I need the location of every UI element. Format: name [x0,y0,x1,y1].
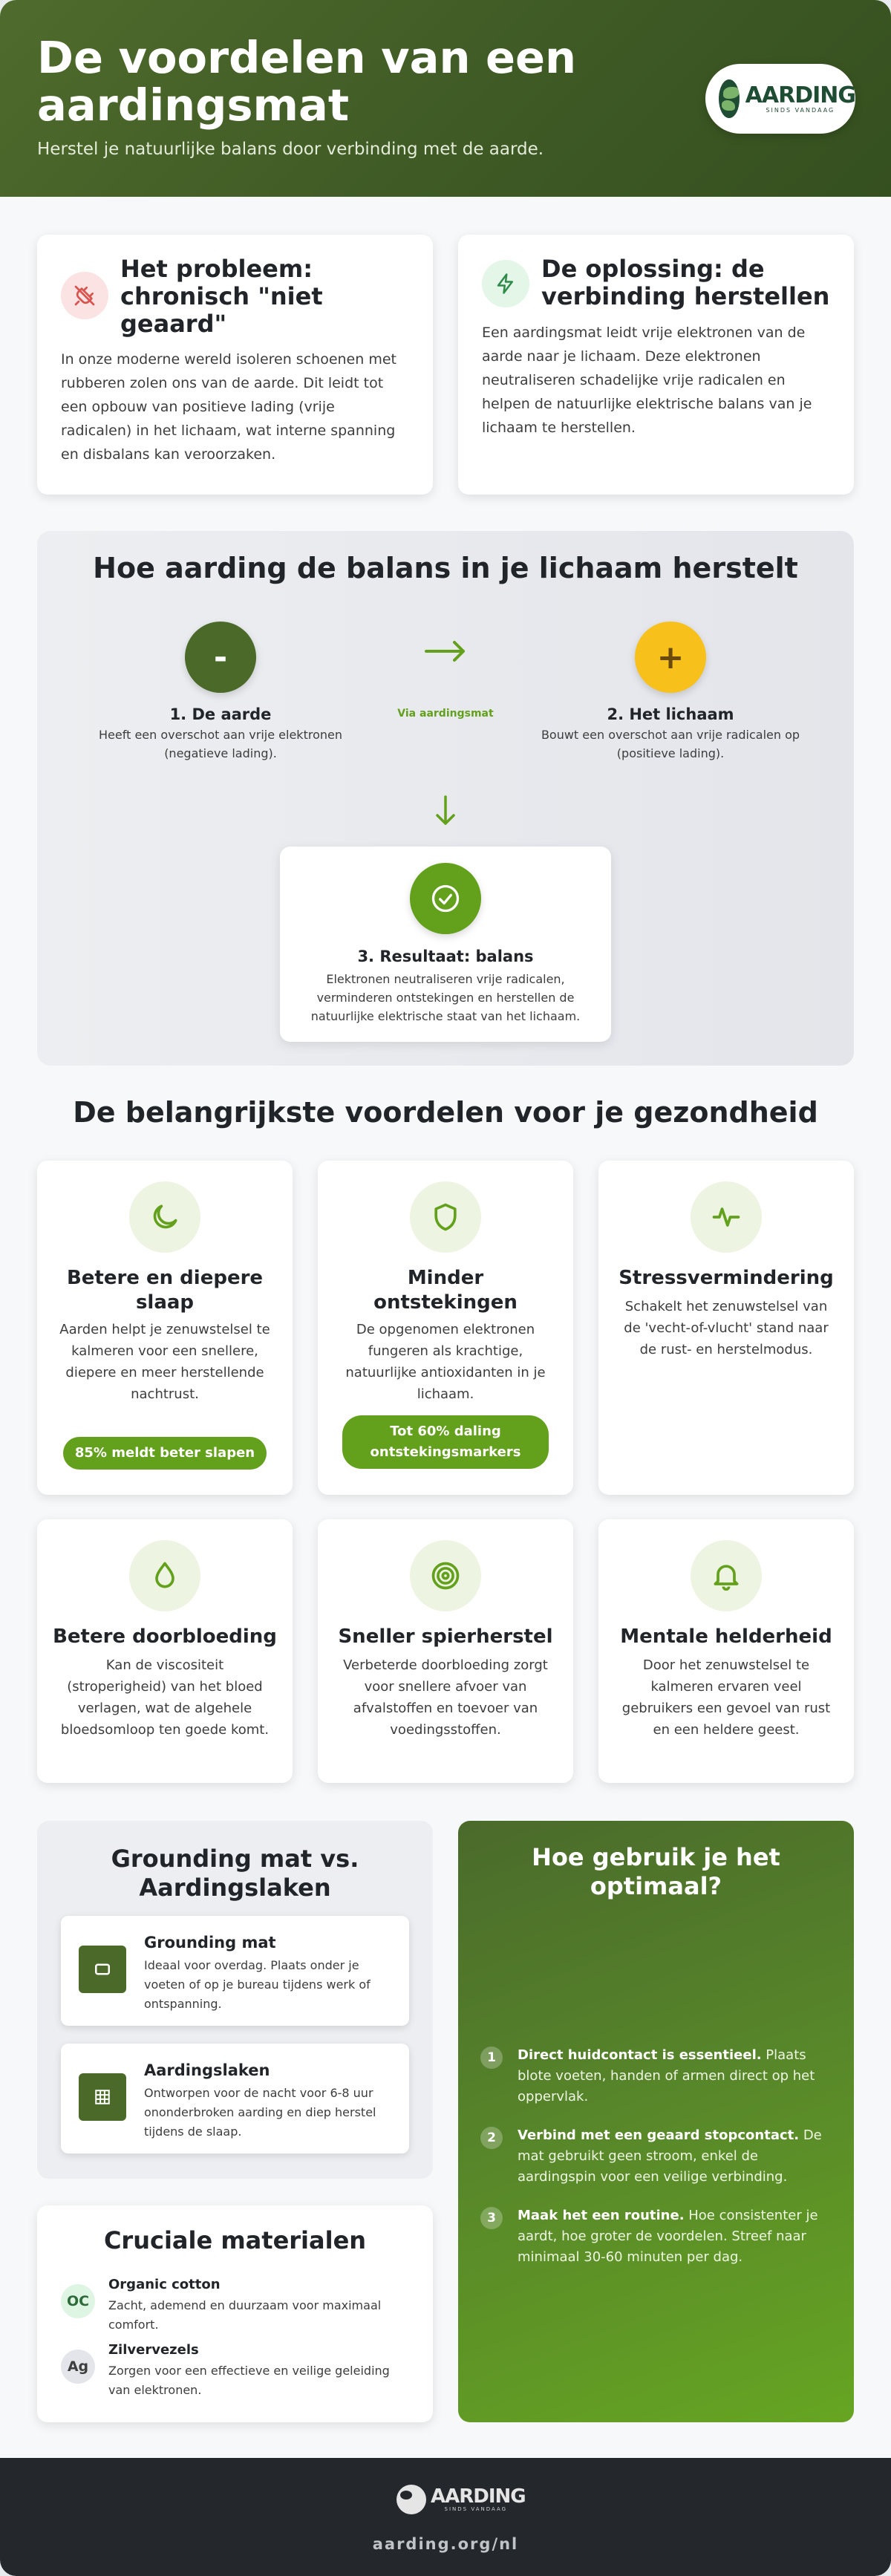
mat-icon [79,1946,126,1993]
result-card [280,847,611,1042]
material-title: Organic cotton [108,2277,221,2292]
earth-title: 1. De aarde [169,705,272,723]
bell-icon [691,1540,762,1611]
body-positive-circle [635,622,706,693]
benefits-title: De belangrijkste voordelen voor je gezondheid [73,1096,818,1129]
benefit-text: Verbeterde doorbloeding zorgt voor snellere afvoer van afvalstoffen en toevoer van voedingsstoffen. [343,1657,548,1738]
header [0,0,891,197]
benefit-title: Minder ontstekingen [373,1267,518,1314]
organic-cotton-icon: OC [61,2284,95,2318]
solution-card [458,235,854,495]
problem-card [37,235,433,495]
materials-card [37,2205,433,2422]
compare-item-sheet [61,2044,409,2153]
usage-tip [480,2125,830,2192]
sheet-grid-icon [79,2073,126,2121]
benefit-title: Mentale helderheid [620,1626,832,1648]
benefit-text: Aarden helpt je zenuwstelsel te kalmeren voor een snellere, diepere en meer herstellende nachtrust. [59,1322,270,1402]
tip-number: 1 [480,2047,503,2069]
tip-number: 2 [480,2127,503,2149]
tip-text [518,2125,830,2188]
material-item [61,2277,415,2336]
benefit-card [598,1161,854,1495]
check-circle-icon [410,863,481,934]
footer-logo-wordmark: AARDING [431,2485,526,2508]
compare-item-title: Grounding mat [144,1934,276,1951]
shield-icon [410,1181,481,1253]
globe-icon [719,79,740,118]
problem-text: In onze moderne wereld isoleren schoenen met rubberen zolen ons van de aarde. Dit leidt tot een opbouw van positieve lading (vrije radicalen) in het lichaam, wat interne spanning en disbalans kan veroorzaken. [61,351,396,463]
solution-title: De oplossing: de verbinding herstellen [541,255,830,310]
balance-title: Hoe aarding de balans in je lichaam herstelt [93,552,798,584]
pulse-icon [691,1181,762,1253]
benefit-card [37,1519,293,1783]
benefit-stat-badge: 85% meldt beter slapen [63,1437,267,1470]
footer-logo[interactable] [396,2485,526,2514]
tip-number: 3 [480,2207,503,2229]
benefit-card [318,1161,573,1495]
material-text: Zacht, ademend en duurzaam voor maximaal comfort. [108,2298,382,2332]
material-title: Zilvervezels [108,2342,199,2358]
brand-logo[interactable] [705,64,855,134]
footer-url-link[interactable]: aarding.org/nl [372,2535,519,2553]
compare-title: Grounding mat vs. Aardingslaken [111,1845,359,1902]
moon-icon [129,1181,200,1253]
benefit-card [598,1519,854,1783]
arrow-right-icon [423,636,468,666]
tip-body: Hoe consistenter je aardt, hoe groter de voordelen. Streef naar minimaal 30-60 minuten per dag. [518,2208,818,2265]
benefit-text: Kan de viscositeit (stroperigheid) van het bloed verlagen, wat de algehele bloedsomloop ten goede komt. [60,1657,270,1738]
minus-symbol: - [213,638,228,676]
benefit-text: De opgenomen elektronen fungeren als krachtige, natuurlijke antioxidanten in je lichaam. [345,1322,546,1402]
tip-bold: Maak het een routine. [518,2208,685,2223]
footer [0,2458,891,2576]
body-title: 2. Het lichaam [607,705,734,723]
compare-item-mat [61,1916,409,2026]
compare-item-title: Aardingslaken [144,2061,270,2079]
material-text: Zorgen voor een effectieve en veilige geleiding van elektronen. [108,2364,390,2397]
problem-title: Het probleem: chronisch "niet geaard" [120,255,323,338]
target-icon [410,1540,481,1611]
balance-section [37,531,854,1066]
compare-item-text: Ontworpen voor de nacht voor 6-8 uur ononderbroken aarding en diep herstel tijdens de slaap. [144,2086,376,2139]
benefit-title: Betere doorbloeding [53,1626,277,1648]
droplet-icon [129,1540,200,1611]
earth-negative-circle [185,622,256,693]
page-title: De voordelen van een aardingsmat [37,32,577,131]
material-item [61,2342,415,2401]
logo-tagline: SINDS VANDAAG [766,106,835,114]
benefit-text: Door het zenuwstelsel te kalmeren ervaren veel gebruikers een gevoel van rust en een heldere geest. [621,1657,831,1738]
body-text: Bouwt een overschot aan vrije radicalen op (positieve lading). [541,728,800,760]
globe-icon [396,2485,426,2514]
tip-text [518,2045,830,2107]
tip-text [518,2205,830,2268]
benefit-text: Schakelt het zenuwstelsel van de 'vecht-of-vlucht' stand naar de rust- en herstelmodus. [624,1299,829,1357]
silver-fiber-icon: Ag [61,2350,95,2384]
benefit-title: Sneller spierherstel [338,1626,553,1648]
materials-title: Cruciale materialen [103,2226,367,2254]
earth-text: Heeft een overschot aan vrije elektronen (negatieve lading). [99,728,342,760]
result-title: 3. Resultaat: balans [357,948,534,965]
arrow-down-icon [433,794,458,828]
unplugged-icon [61,272,108,319]
benefit-card [318,1519,573,1783]
page-subtitle: Herstel je natuurlijke balans door verbinding met de aarde. [37,140,544,159]
solution-text: Een aardingsmat leidt vrije elektronen van de aarde naar je lichaam. Deze elektronen neutraliseren schadelijke vrije radicalen en helpen de natuurlijke elektrische balans van je lichaam te herstellen. [482,325,812,436]
lightning-icon [482,260,529,307]
usage-title: Hoe gebruik je het optimaal? [532,1843,780,1900]
compare-item-text: Ideaal voor overdag. Plaats onder je voeten of op je bureau tijdens werk of ontspanning. [144,1958,371,2011]
plus-symbol: + [656,638,685,676]
benefit-card [37,1161,293,1495]
compare-section [37,1821,433,2179]
usage-tip [480,2205,830,2272]
logo-wordmark: AARDING [745,82,855,108]
usage-tip [480,2045,830,2112]
usage-section [458,1821,854,2422]
arrow-label: Via aardingsmat [397,708,494,720]
tip-bold: Verbind met een geaard stopcontact. [518,2127,800,2143]
benefit-stat-badge: Tot 60% daling ontstekingsmarkers [342,1415,549,1469]
tip-body: Plaats blote voeten, handen of armen direct op het oppervlak. [518,2047,815,2104]
result-text: Elektronen neutraliseren vrije radicalen, verminderen ontstekingen en herstellen de natuurlijke elektrische staat van het lichaam. [310,972,581,1023]
tip-body: De mat gebruikt geen stroom, enkel de aardingspin voor een veilige verbinding. [518,2127,822,2185]
benefit-title: Stressvermindering [619,1267,834,1289]
footer-logo-tagline: SINDS VANDAAG [444,2506,508,2512]
benefit-title: Betere en diepere slaap [66,1267,264,1314]
tip-bold: Direct huidcontact is essentieel. [518,2047,762,2063]
